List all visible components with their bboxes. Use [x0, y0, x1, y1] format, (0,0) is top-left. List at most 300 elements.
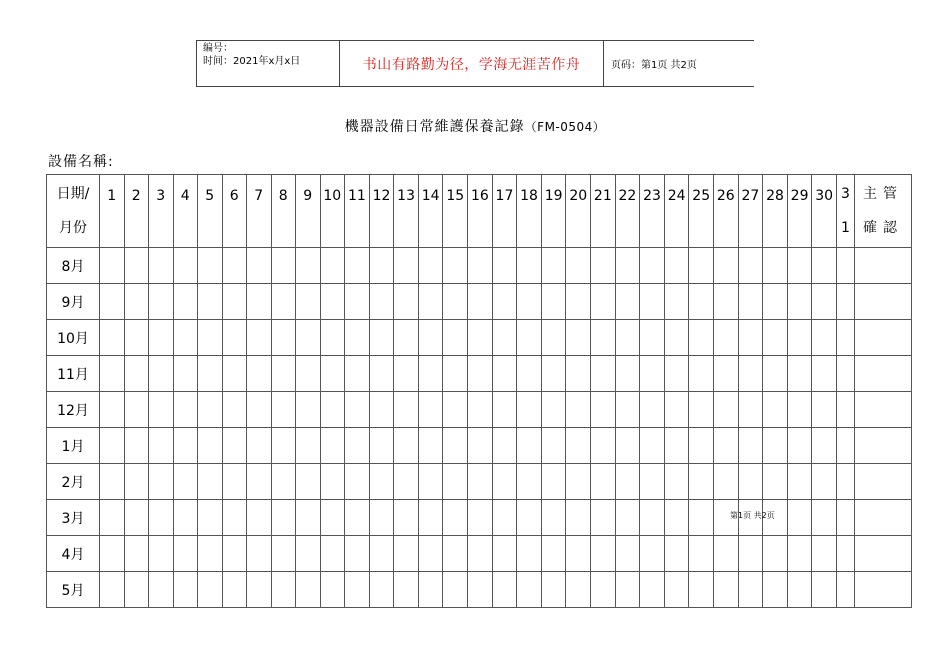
log-cell[interactable]: [100, 428, 125, 464]
log-cell[interactable]: [418, 392, 443, 428]
log-cell[interactable]: [854, 536, 911, 572]
log-cell[interactable]: [394, 320, 419, 356]
log-cell[interactable]: [149, 536, 174, 572]
log-cell[interactable]: [443, 428, 468, 464]
log-cell[interactable]: [222, 320, 247, 356]
log-cell[interactable]: [664, 248, 689, 284]
log-cell[interactable]: [664, 464, 689, 500]
log-cell[interactable]: [812, 356, 837, 392]
log-cell[interactable]: [541, 248, 566, 284]
log-cell[interactable]: [124, 464, 149, 500]
log-cell[interactable]: [738, 392, 763, 428]
log-cell[interactable]: [640, 464, 665, 500]
log-cell[interactable]: [517, 392, 542, 428]
log-cell[interactable]: [247, 284, 272, 320]
log-cell[interactable]: [787, 500, 812, 536]
log-cell[interactable]: [566, 536, 591, 572]
log-cell[interactable]: [247, 500, 272, 536]
log-cell[interactable]: [664, 284, 689, 320]
log-cell[interactable]: [714, 428, 739, 464]
log-cell[interactable]: [271, 392, 296, 428]
log-cell[interactable]: [271, 356, 296, 392]
log-cell[interactable]: [854, 428, 911, 464]
log-cell[interactable]: [468, 248, 493, 284]
log-cell[interactable]: [198, 464, 223, 500]
log-cell[interactable]: [100, 320, 125, 356]
log-cell[interactable]: [812, 500, 837, 536]
log-cell[interactable]: [320, 428, 345, 464]
log-cell[interactable]: [124, 284, 149, 320]
log-cell[interactable]: [714, 248, 739, 284]
log-cell[interactable]: [296, 464, 321, 500]
log-cell[interactable]: [541, 392, 566, 428]
log-cell[interactable]: [320, 392, 345, 428]
log-cell[interactable]: [836, 500, 854, 536]
log-cell[interactable]: [566, 284, 591, 320]
log-cell[interactable]: [664, 320, 689, 356]
log-cell[interactable]: [296, 284, 321, 320]
log-cell[interactable]: [173, 284, 198, 320]
log-cell[interactable]: [738, 572, 763, 608]
log-cell[interactable]: [296, 572, 321, 608]
log-cell[interactable]: [418, 428, 443, 464]
log-cell[interactable]: [247, 392, 272, 428]
log-cell[interactable]: [763, 572, 788, 608]
log-cell[interactable]: [664, 356, 689, 392]
log-cell[interactable]: [517, 356, 542, 392]
log-cell[interactable]: [591, 572, 616, 608]
log-cell[interactable]: [664, 536, 689, 572]
log-cell[interactable]: [492, 392, 517, 428]
log-cell[interactable]: [854, 356, 911, 392]
log-cell[interactable]: [198, 572, 223, 608]
log-cell[interactable]: [591, 500, 616, 536]
log-cell[interactable]: [443, 320, 468, 356]
log-cell[interactable]: [854, 248, 911, 284]
log-cell[interactable]: [787, 536, 812, 572]
log-cell[interactable]: [738, 356, 763, 392]
log-cell[interactable]: [247, 464, 272, 500]
log-cell[interactable]: [812, 428, 837, 464]
log-cell[interactable]: [296, 248, 321, 284]
log-cell[interactable]: [468, 284, 493, 320]
log-cell[interactable]: [468, 572, 493, 608]
log-cell[interactable]: [836, 572, 854, 608]
log-cell[interactable]: [836, 464, 854, 500]
log-cell[interactable]: [100, 356, 125, 392]
log-cell[interactable]: [541, 536, 566, 572]
log-cell[interactable]: [787, 428, 812, 464]
log-cell[interactable]: [541, 284, 566, 320]
log-cell[interactable]: [763, 356, 788, 392]
log-cell[interactable]: [468, 536, 493, 572]
log-cell[interactable]: [664, 572, 689, 608]
log-cell[interactable]: [222, 464, 247, 500]
log-cell[interactable]: [345, 464, 370, 500]
log-cell[interactable]: [320, 500, 345, 536]
log-cell[interactable]: [517, 320, 542, 356]
log-cell[interactable]: [222, 392, 247, 428]
log-cell[interactable]: [296, 356, 321, 392]
log-cell[interactable]: [640, 572, 665, 608]
log-cell[interactable]: [812, 248, 837, 284]
log-cell[interactable]: [173, 572, 198, 608]
log-cell[interactable]: [149, 248, 174, 284]
log-cell[interactable]: [443, 248, 468, 284]
log-cell[interactable]: [689, 536, 714, 572]
log-cell[interactable]: [345, 500, 370, 536]
log-cell[interactable]: [222, 428, 247, 464]
log-cell[interactable]: [492, 248, 517, 284]
log-cell[interactable]: [222, 248, 247, 284]
log-cell[interactable]: [591, 536, 616, 572]
log-cell[interactable]: [418, 248, 443, 284]
log-cell[interactable]: [198, 500, 223, 536]
log-cell[interactable]: [714, 320, 739, 356]
log-cell[interactable]: [222, 500, 247, 536]
log-cell[interactable]: [296, 392, 321, 428]
log-cell[interactable]: [763, 284, 788, 320]
log-cell[interactable]: [271, 572, 296, 608]
log-cell[interactable]: [812, 572, 837, 608]
log-cell[interactable]: [787, 392, 812, 428]
log-cell[interactable]: [394, 284, 419, 320]
log-cell[interactable]: [566, 356, 591, 392]
log-cell[interactable]: [394, 572, 419, 608]
log-cell[interactable]: [591, 320, 616, 356]
log-cell[interactable]: [198, 320, 223, 356]
log-cell[interactable]: [615, 356, 640, 392]
log-cell[interactable]: [100, 572, 125, 608]
log-cell[interactable]: [492, 356, 517, 392]
log-cell[interactable]: [173, 428, 198, 464]
log-cell[interactable]: [591, 464, 616, 500]
log-cell[interactable]: [541, 356, 566, 392]
log-cell[interactable]: [689, 500, 714, 536]
log-cell[interactable]: [836, 356, 854, 392]
log-cell[interactable]: [443, 500, 468, 536]
log-cell[interactable]: [443, 392, 468, 428]
log-cell[interactable]: [689, 572, 714, 608]
log-cell[interactable]: [124, 392, 149, 428]
log-cell[interactable]: [149, 356, 174, 392]
log-cell[interactable]: [591, 428, 616, 464]
log-cell[interactable]: [566, 248, 591, 284]
log-cell[interactable]: [394, 248, 419, 284]
log-cell[interactable]: [198, 248, 223, 284]
log-cell[interactable]: [763, 428, 788, 464]
log-cell[interactable]: [854, 464, 911, 500]
log-cell[interactable]: [247, 320, 272, 356]
log-cell[interactable]: [714, 284, 739, 320]
log-cell[interactable]: [271, 248, 296, 284]
log-cell[interactable]: [615, 464, 640, 500]
log-cell[interactable]: [149, 392, 174, 428]
log-cell[interactable]: [615, 536, 640, 572]
log-cell[interactable]: [296, 320, 321, 356]
log-cell[interactable]: [615, 428, 640, 464]
log-cell[interactable]: [738, 248, 763, 284]
log-cell[interactable]: [124, 500, 149, 536]
log-cell[interactable]: [812, 284, 837, 320]
log-cell[interactable]: [492, 284, 517, 320]
log-cell[interactable]: [345, 572, 370, 608]
log-cell[interactable]: [689, 320, 714, 356]
log-cell[interactable]: [271, 428, 296, 464]
log-cell[interactable]: [591, 392, 616, 428]
log-cell[interactable]: [640, 428, 665, 464]
log-cell[interactable]: [247, 356, 272, 392]
log-cell[interactable]: [664, 392, 689, 428]
log-cell[interactable]: [854, 392, 911, 428]
log-cell[interactable]: [100, 248, 125, 284]
log-cell[interactable]: [714, 536, 739, 572]
log-cell[interactable]: [296, 500, 321, 536]
log-cell[interactable]: [443, 464, 468, 500]
log-cell[interactable]: [566, 320, 591, 356]
log-cell[interactable]: [394, 536, 419, 572]
log-cell[interactable]: [124, 572, 149, 608]
log-cell[interactable]: [738, 284, 763, 320]
log-cell[interactable]: [198, 428, 223, 464]
log-cell[interactable]: [492, 464, 517, 500]
log-cell[interactable]: [787, 248, 812, 284]
log-cell[interactable]: [615, 248, 640, 284]
log-cell[interactable]: [124, 320, 149, 356]
log-cell[interactable]: [271, 320, 296, 356]
log-cell[interactable]: [468, 428, 493, 464]
log-cell[interactable]: [763, 392, 788, 428]
log-cell[interactable]: [812, 536, 837, 572]
log-cell[interactable]: [763, 320, 788, 356]
log-cell[interactable]: [149, 500, 174, 536]
log-cell[interactable]: [492, 428, 517, 464]
log-cell[interactable]: [369, 320, 394, 356]
log-cell[interactable]: [591, 248, 616, 284]
log-cell[interactable]: [738, 320, 763, 356]
log-cell[interactable]: [468, 392, 493, 428]
log-cell[interactable]: [394, 500, 419, 536]
log-cell[interactable]: [640, 248, 665, 284]
log-cell[interactable]: [615, 392, 640, 428]
log-cell[interactable]: [836, 392, 854, 428]
log-cell[interactable]: [854, 572, 911, 608]
log-cell[interactable]: [369, 248, 394, 284]
log-cell[interactable]: [100, 392, 125, 428]
log-cell[interactable]: [443, 536, 468, 572]
log-cell[interactable]: [854, 284, 911, 320]
log-cell[interactable]: [173, 356, 198, 392]
log-cell[interactable]: [394, 464, 419, 500]
log-cell[interactable]: [369, 428, 394, 464]
log-cell[interactable]: [517, 464, 542, 500]
log-cell[interactable]: [640, 392, 665, 428]
log-cell[interactable]: [591, 284, 616, 320]
log-cell[interactable]: [640, 284, 665, 320]
log-cell[interactable]: [369, 500, 394, 536]
log-cell[interactable]: [173, 500, 198, 536]
log-cell[interactable]: [714, 572, 739, 608]
log-cell[interactable]: [320, 572, 345, 608]
log-cell[interactable]: [787, 320, 812, 356]
log-cell[interactable]: [640, 500, 665, 536]
log-cell[interactable]: [149, 320, 174, 356]
log-cell[interactable]: [345, 320, 370, 356]
log-cell[interactable]: [787, 356, 812, 392]
log-cell[interactable]: [320, 464, 345, 500]
log-cell[interactable]: [149, 284, 174, 320]
log-cell[interactable]: [854, 320, 911, 356]
log-cell[interactable]: [418, 536, 443, 572]
log-cell[interactable]: [615, 320, 640, 356]
log-cell[interactable]: [812, 464, 837, 500]
log-cell[interactable]: [517, 248, 542, 284]
log-cell[interactable]: [418, 320, 443, 356]
log-cell[interactable]: [222, 572, 247, 608]
log-cell[interactable]: [566, 572, 591, 608]
log-cell[interactable]: [468, 320, 493, 356]
log-cell[interactable]: [566, 500, 591, 536]
log-cell[interactable]: [124, 536, 149, 572]
log-cell[interactable]: [689, 428, 714, 464]
log-cell[interactable]: [124, 248, 149, 284]
log-cell[interactable]: [345, 392, 370, 428]
log-cell[interactable]: [149, 572, 174, 608]
log-cell[interactable]: [296, 536, 321, 572]
log-cell[interactable]: [173, 248, 198, 284]
log-cell[interactable]: [369, 392, 394, 428]
log-cell[interactable]: [271, 284, 296, 320]
log-cell[interactable]: [345, 356, 370, 392]
log-cell[interactable]: [541, 500, 566, 536]
log-cell[interactable]: [836, 428, 854, 464]
log-cell[interactable]: [763, 248, 788, 284]
log-cell[interactable]: [320, 248, 345, 284]
log-cell[interactable]: [100, 500, 125, 536]
log-cell[interactable]: [271, 536, 296, 572]
log-cell[interactable]: [198, 536, 223, 572]
log-cell[interactable]: [812, 320, 837, 356]
log-cell[interactable]: [591, 356, 616, 392]
log-cell[interactable]: [149, 428, 174, 464]
log-cell[interactable]: [198, 356, 223, 392]
log-cell[interactable]: [468, 356, 493, 392]
log-cell[interactable]: [517, 428, 542, 464]
log-cell[interactable]: [443, 356, 468, 392]
log-cell[interactable]: [812, 392, 837, 428]
log-cell[interactable]: [418, 572, 443, 608]
log-cell[interactable]: [738, 428, 763, 464]
log-cell[interactable]: [836, 536, 854, 572]
log-cell[interactable]: [689, 248, 714, 284]
log-cell[interactable]: [738, 464, 763, 500]
log-cell[interactable]: [418, 464, 443, 500]
log-cell[interactable]: [787, 572, 812, 608]
log-cell[interactable]: [714, 392, 739, 428]
log-cell[interactable]: [320, 356, 345, 392]
log-cell[interactable]: [394, 356, 419, 392]
log-cell[interactable]: [418, 356, 443, 392]
log-cell[interactable]: [222, 284, 247, 320]
log-cell[interactable]: [369, 356, 394, 392]
log-cell[interactable]: [443, 284, 468, 320]
log-cell[interactable]: [738, 536, 763, 572]
log-cell[interactable]: [320, 320, 345, 356]
log-cell[interactable]: [173, 464, 198, 500]
log-cell[interactable]: [149, 464, 174, 500]
log-cell[interactable]: [198, 392, 223, 428]
log-cell[interactable]: [443, 572, 468, 608]
log-cell[interactable]: [763, 464, 788, 500]
log-cell[interactable]: [689, 392, 714, 428]
log-cell[interactable]: [345, 284, 370, 320]
log-cell[interactable]: [615, 500, 640, 536]
log-cell[interactable]: [787, 284, 812, 320]
log-cell[interactable]: [345, 536, 370, 572]
log-cell[interactable]: [689, 284, 714, 320]
log-cell[interactable]: [345, 248, 370, 284]
log-cell[interactable]: [517, 536, 542, 572]
log-cell[interactable]: [492, 536, 517, 572]
log-cell[interactable]: [100, 464, 125, 500]
log-cell[interactable]: [418, 500, 443, 536]
log-cell[interactable]: [517, 572, 542, 608]
log-cell[interactable]: [271, 500, 296, 536]
log-cell[interactable]: [541, 572, 566, 608]
log-cell[interactable]: [492, 320, 517, 356]
log-cell[interactable]: [541, 320, 566, 356]
log-cell[interactable]: [247, 572, 272, 608]
log-cell[interactable]: [369, 572, 394, 608]
log-cell[interactable]: [689, 464, 714, 500]
log-cell[interactable]: [566, 392, 591, 428]
log-cell[interactable]: [689, 356, 714, 392]
log-cell[interactable]: [173, 392, 198, 428]
log-cell[interactable]: [541, 464, 566, 500]
log-cell[interactable]: [173, 320, 198, 356]
log-cell[interactable]: [124, 356, 149, 392]
log-cell[interactable]: [763, 536, 788, 572]
log-cell[interactable]: [836, 248, 854, 284]
log-cell[interactable]: [517, 284, 542, 320]
log-cell[interactable]: [345, 428, 370, 464]
log-cell[interactable]: [247, 428, 272, 464]
log-cell[interactable]: [124, 428, 149, 464]
log-cell[interactable]: [222, 356, 247, 392]
log-cell[interactable]: [541, 428, 566, 464]
log-cell[interactable]: [640, 320, 665, 356]
log-cell[interactable]: [714, 464, 739, 500]
log-cell[interactable]: [247, 536, 272, 572]
log-cell[interactable]: [664, 428, 689, 464]
log-cell[interactable]: [640, 356, 665, 392]
log-cell[interactable]: [787, 464, 812, 500]
log-cell[interactable]: [320, 536, 345, 572]
log-cell[interactable]: [836, 320, 854, 356]
log-cell[interactable]: [714, 356, 739, 392]
log-cell[interactable]: [492, 572, 517, 608]
log-cell[interactable]: [394, 428, 419, 464]
log-cell[interactable]: [517, 500, 542, 536]
log-cell[interactable]: [615, 572, 640, 608]
log-cell[interactable]: [418, 284, 443, 320]
log-cell[interactable]: [100, 536, 125, 572]
log-cell[interactable]: [369, 284, 394, 320]
log-cell[interactable]: [664, 500, 689, 536]
log-cell[interactable]: [615, 284, 640, 320]
log-cell[interactable]: [566, 428, 591, 464]
log-cell[interactable]: [394, 392, 419, 428]
